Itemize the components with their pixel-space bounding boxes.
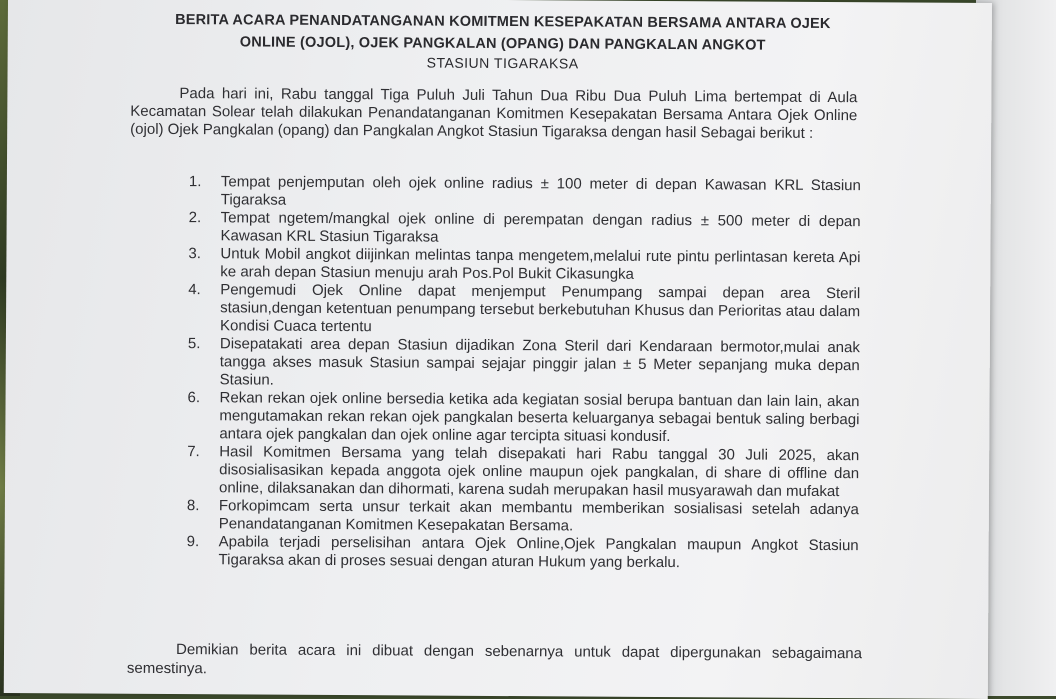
list-item-text: Apabila terjadi perselisihan antara Ojek Online,Ojek Pangkalan maupun Angkot Stasiun Tigaraksa akan di proses sesuai dengan aturan Hukum yang berkalu. (218, 533, 859, 572)
list-item (189, 173, 861, 213)
list-item-number: 8. (186, 497, 200, 515)
list-item (188, 335, 860, 393)
intro-paragraph: Pada hari ini, Rabu tanggal Tiga Puluh Juli Tahun Dua Ribu Dua Puluh Lima bertempat di Aula Kecamatan Solear telah dilakukan Penandatanganan Komitmen Kesepakatan Bersama Antara Ojek Online (ojol) Ojek Pangkalan (opang) dan Pangkalan Angkot Stasiun Tigaraksa dengan hasil Sebagai berikut : (130, 85, 858, 142)
list-item-text: Disepatakati area depan Stasiun dijadikan Zona Steril dari Kendaraan bermotor,mulai anak tangga akses masuk Stasiun sampai sejajar pinggir jalan ± 5 Meter sepanjang muka depan Stasiun. (219, 335, 860, 389)
closing-paragraph: Demikian berita acara ini dibuat dengan sebenarnya untuk dapat dipergunakan sebagaimana semestinya. (126, 641, 863, 678)
list-item-number: 2. (188, 209, 202, 227)
list-item-number: 7. (187, 443, 200, 461)
list-item-text: Pengemudi Ojek Online dapat menjemput Penumpang sampai depan area Steril stasiun,dengan ketentuan penumpang tersebut berkebutuhan Khusus dan Perioritas atau dalam Kondisi Cuaca tertentu (219, 281, 861, 336)
list-item-text: Untuk Mobil angkot diijinkan melintas tanpa mengetem,melalui rute pintu perlintasan kereta Api ke arah depan Stasiun menuju arah Pos.Pol Bukit Cikasungka (220, 245, 861, 283)
list-item-number: 4. (188, 281, 201, 299)
agreement-list (187, 173, 861, 573)
list-item (187, 533, 859, 573)
list-item-number: 3. (188, 245, 202, 263)
list-item-text: Rekan rekan ojek online bersedia ketika ada kegiatan sosial berupa bantuan dan lain lain, akan mengutamakan rekan rekan ojek pangkalan beserta keluarganya sebagai bentuk saling berbagi antara ojek pangkalan dan ojek online agar tercipta situasi kondusif. (219, 389, 860, 446)
list-item (187, 443, 859, 501)
list-item (187, 497, 859, 537)
list-item-number: 5. (187, 335, 201, 353)
list-item-text: Forkopimcam serta unsur terkait akan membantu memberikan sosialisasi setelah adanya Penandatanganan Komitmen Kesepakatan Bersama. (218, 497, 859, 535)
list-item-number: 6. (187, 389, 201, 407)
list-item (188, 209, 860, 249)
document-title-line-3: STASIUN TIGARAKSA (426, 54, 579, 72)
list-item (187, 389, 859, 447)
list-item (188, 281, 860, 339)
list-item-number: 1. (188, 173, 202, 191)
list-item-number: 9. (186, 533, 200, 551)
document-page (4, 0, 992, 699)
list-item (188, 245, 860, 285)
document-title-line-2: ONLINE (OJOL), OJEK PANGKALAN (OPANG) DAN PANGKALAN ANGKOT (239, 34, 766, 54)
list-item-text: Hasil Komitmen Bersama yang telah disepakati hari Rabu tanggal 30 Juli 2025, akan disosialisasikan kepada anggota ojek online maupun ojek pangkalan, di share di offline dan online, dilaksanakan dan dihormati, karena sudah merupakan hasil musyarawah dan mufakat (218, 443, 860, 501)
list-item-text: Tempat ngetem/mangkal ojek online di perempatan dengan radius ± 500 meter di depan Kawasan KRL Stasiun Tigaraksa (220, 209, 861, 246)
document-title-line-1: BERITA ACARA PENANDATANGANAN KOMITMEN KESEPAKATAN BERSAMA ANTARA OJEK (175, 12, 831, 33)
list-item-text: Tempat penjemputan oleh ojek online radius ± 100 meter di depan Kawasan KRL Stasiun Tigaraksa (220, 173, 861, 209)
